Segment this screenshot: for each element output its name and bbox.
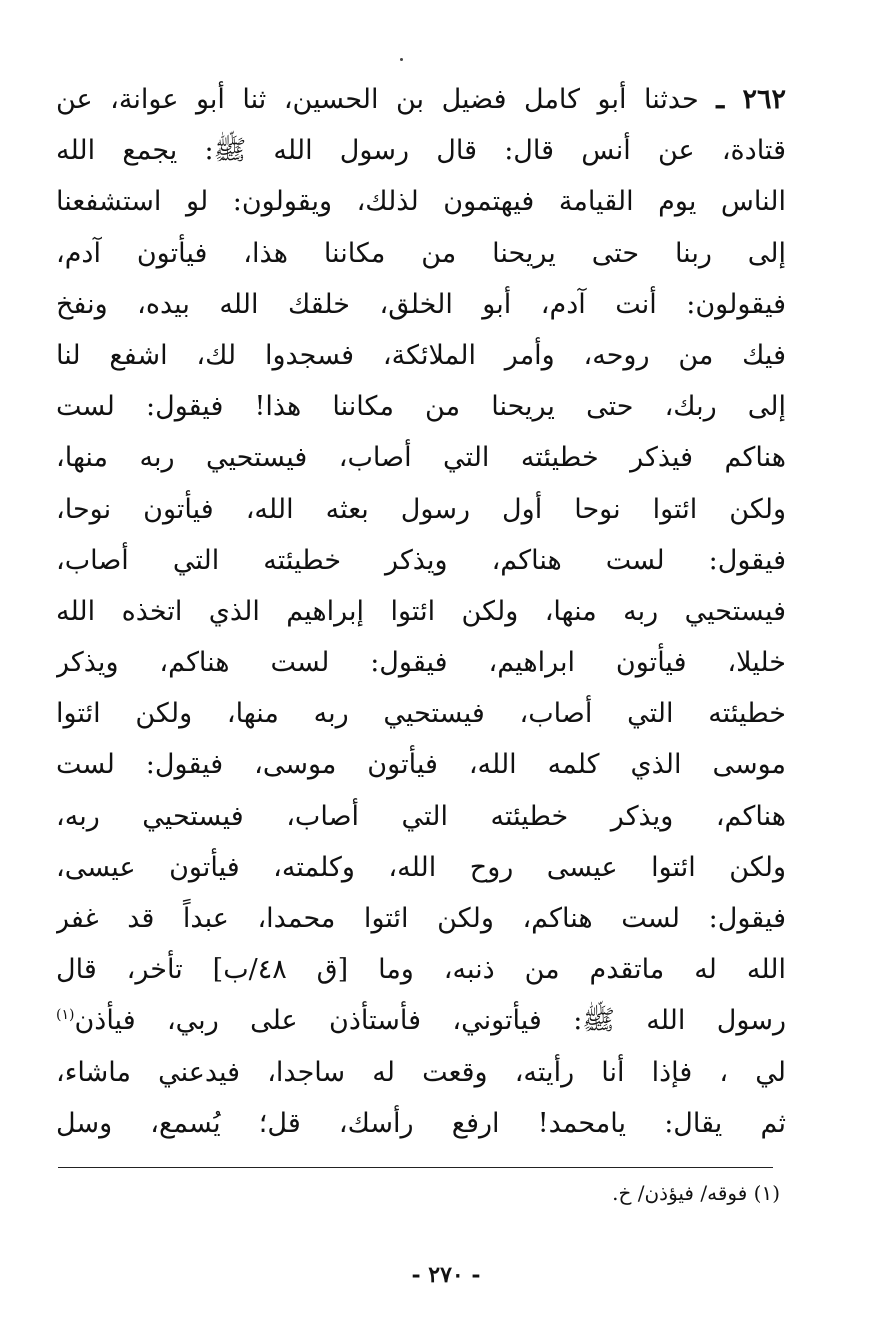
text-line-12: خليلا، فيأتون ابراهيم، فيقول: لست هناكم، ويذكر bbox=[56, 647, 786, 679]
page-number: - ٢٧٠ - bbox=[411, 1262, 481, 1288]
text-line-4: إلى ربنا حتى يريحنا من مكاننا هذا، فيأتون آدم، bbox=[56, 237, 786, 269]
text-line-21: ثم يقال: يامحمد! ارفع رأسك، قل؛ يُسمع، وسل bbox=[56, 1107, 786, 1139]
footnote-marker: (١) bbox=[56, 1007, 75, 1024]
text-line-8: هناكم فيذكر خطيئته التي أصاب، فيستحيي ربه منها، bbox=[56, 442, 786, 474]
text-line-9: ولكن ائتوا نوحا أول رسول بعثه الله، فيأتون نوحا، bbox=[56, 493, 786, 525]
text-line-6: فيك من روحه، وأمر الملائكة، فسجدوا لك، اشفع لنا bbox=[56, 339, 786, 371]
hadith-number: ٢٦٢ ـ bbox=[716, 84, 786, 115]
text-line-10: فيقول: لست هناكم، ويذكر خطيئته التي أصاب، bbox=[56, 544, 786, 576]
text-line-13: خطيئته التي أصاب، فيستحيي ربه منها، ولكن ائتوا bbox=[56, 698, 786, 730]
text-line-14: موسى الذي كلمه الله، فيأتون موسى، فيقول: لست bbox=[56, 749, 786, 781]
text-line-3: الناس يوم القيامة فيهتمون لذلك، ويقولون: لو استشفعنا bbox=[56, 186, 786, 218]
text-line-7: إلى ربك، حتى يريحنا من مكاننا هذا! فيقول: لست bbox=[56, 391, 786, 423]
line-text: حدثنا أبو كامل فضيل بن الحسين، ثنا أبو عوانة، عن bbox=[56, 84, 699, 115]
line-text: رسول الله ﷺ: فيأتوني، فأستأذن على ربي، فيأذن bbox=[74, 1005, 786, 1037]
text-line-15: هناكم، ويذكر خطيئته التي أصاب، فيستحيي ربه، bbox=[56, 800, 786, 832]
text-line-5: فيقولون: أنت آدم، أبو الخلق، خلقك الله بيده، ونفخ bbox=[56, 288, 786, 320]
text-line-16: ولكن ائتوا عيسى روح الله، وكلمته، فيأتون عيسى، bbox=[56, 851, 786, 883]
text-line-11: فيستحيي ربه منها، ولكن ائتوا إبراهيم الذي اتخذه الله bbox=[56, 595, 786, 627]
hadith-text bbox=[56, 74, 786, 1149]
printer-mark bbox=[400, 58, 403, 61]
text-line-1 bbox=[56, 74, 786, 125]
text-line-19 bbox=[56, 995, 786, 1046]
footnote-divider bbox=[58, 1167, 773, 1168]
footnote: (١) فوقه/ فيؤذن/ خ. bbox=[612, 1181, 780, 1205]
text-line-2: قتادة، عن أنس قال: قال رسول الله ﷺ: يجمع الله bbox=[56, 135, 786, 167]
text-line-18: الله له ماتقدم من ذنبه، وما [ق ٤٨/ب] تأخر، قال bbox=[56, 954, 786, 986]
text-line-17: فيقول: لست هناكم، ولكن ائتوا محمدا، عبداً قد غفر bbox=[56, 903, 786, 934]
text-line-20: لي ، فإذا أنا رأيته، وقعت له ساجدا، فيدعني ماشاء، bbox=[56, 1056, 786, 1088]
